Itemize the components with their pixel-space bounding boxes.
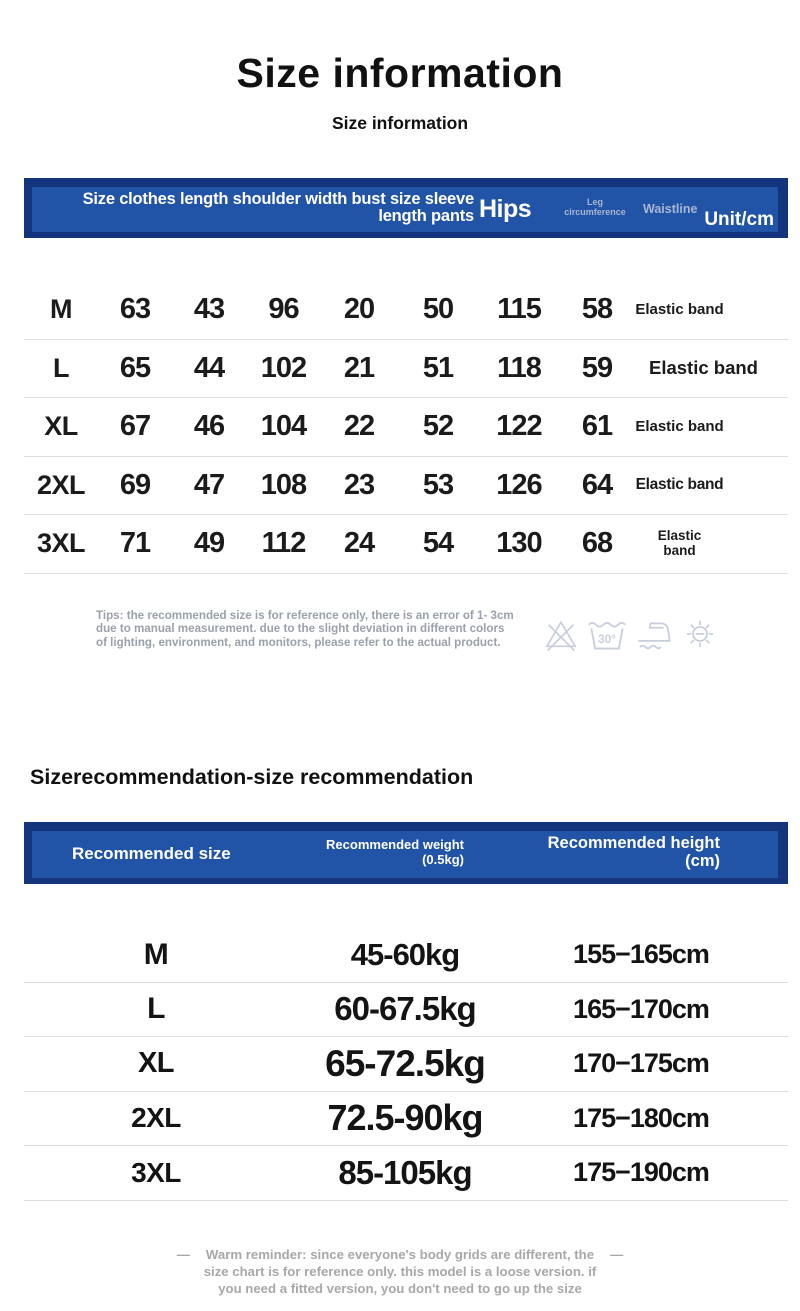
size-table-body bbox=[24, 281, 788, 574]
waistline-cell bbox=[635, 476, 788, 494]
clothes-length-cell: 63 bbox=[119, 293, 151, 326]
sleeve-length-cell: 21 bbox=[343, 351, 375, 384]
recommendation-section-title: Sizerecommendation-size recommendation bbox=[30, 765, 474, 789]
waistline-value: Elastic band bbox=[657, 528, 702, 558]
recommendation-row bbox=[24, 928, 788, 983]
bust-size-cell: 104 bbox=[260, 410, 307, 443]
size-table-header-columns bbox=[83, 191, 474, 224]
waistline-value: Elastic band bbox=[635, 418, 724, 436]
pants-length-cell: 50 bbox=[422, 293, 454, 326]
svg-text:30°: 30° bbox=[597, 632, 617, 647]
recommended-size-cell: 3XL bbox=[131, 1156, 181, 1188]
iron-icon bbox=[633, 610, 675, 656]
hips-cell: 122 bbox=[496, 410, 542, 443]
warm-reminder bbox=[0, 1246, 800, 1297]
waistline-cell bbox=[635, 418, 788, 435]
leg-line-2: circumference bbox=[564, 207, 626, 217]
recommended-size-cell: 2XL bbox=[131, 1102, 181, 1134]
recommendation-row bbox=[24, 983, 788, 1038]
tips-line-2: due to manual measurement. due to the slight deviation in different colors bbox=[96, 622, 505, 636]
clothes-length-cell: 65 bbox=[119, 351, 151, 384]
header-unit: Unit/cm bbox=[704, 209, 774, 230]
size-table-row bbox=[24, 281, 788, 340]
recommended-size-cell: XL bbox=[137, 1047, 175, 1080]
leg-line-1: Leg bbox=[586, 197, 603, 207]
recommended-height-cell: 170−175cm bbox=[573, 1048, 709, 1079]
waistline-value: Elastic band bbox=[635, 476, 724, 494]
leg-circumference-cell: 64 bbox=[581, 468, 613, 501]
header-leg-circumference bbox=[550, 197, 640, 217]
recommended-weight-cell: 45-60kg bbox=[350, 936, 460, 972]
leg-circumference-cell: 58 bbox=[581, 293, 613, 326]
pants-length-cell: 52 bbox=[422, 410, 454, 443]
header-line-1: Size clothes length shoulder width bust size sleeve bbox=[82, 190, 474, 208]
leg-circumference-cell: 59 bbox=[581, 351, 613, 384]
tips-line-1: Tips: the recommended size is for reference only, there is an error of 1- 3cm bbox=[96, 609, 514, 622]
recommended-weight-cell: 65-72.5kg bbox=[325, 1042, 485, 1084]
waistline-cell bbox=[635, 357, 788, 379]
tips-text bbox=[96, 609, 538, 649]
size-table-header-bar bbox=[24, 178, 788, 238]
waistline-value: Elastic band bbox=[635, 301, 724, 319]
size-cell: XL bbox=[44, 411, 78, 442]
sleeve-length-cell: 20 bbox=[343, 293, 375, 326]
header-line-2: length pants bbox=[378, 206, 474, 225]
pants-length-cell: 54 bbox=[422, 527, 454, 560]
sleeve-length-cell: 22 bbox=[343, 410, 375, 443]
sleeve-length-cell: 24 bbox=[343, 527, 375, 560]
recommendation-header-bar bbox=[24, 822, 788, 884]
clothes-length-cell: 69 bbox=[119, 468, 151, 501]
header-waistline: Waistline bbox=[643, 202, 698, 216]
care-icons bbox=[541, 610, 721, 656]
shoulder-width-cell: 46 bbox=[193, 410, 225, 443]
leg-circumference-cell: 61 bbox=[581, 410, 613, 443]
reminder-line-2: size chart is for reference only. this model is a loose version. if bbox=[203, 1264, 597, 1279]
reminder-left-dash: — bbox=[176, 1247, 190, 1262]
sleeve-length-cell: 23 bbox=[343, 468, 375, 501]
size-table-row bbox=[24, 515, 788, 574]
size-cell: M bbox=[50, 294, 72, 325]
wash-30-icon bbox=[585, 610, 629, 656]
reminder-right-dash: — bbox=[610, 1247, 624, 1262]
recommendation-row bbox=[24, 1037, 788, 1092]
recommended-height-cell: 175−180cm bbox=[573, 1102, 709, 1133]
waistline-cell bbox=[635, 301, 788, 318]
pants-length-cell: 53 bbox=[422, 468, 454, 501]
reminder-line-1: Warm reminder: since everyone's body grids are different, the bbox=[205, 1247, 595, 1262]
header-hips: Hips bbox=[479, 195, 532, 223]
size-table-row bbox=[24, 457, 788, 516]
bust-size-cell: 112 bbox=[261, 527, 306, 560]
recommendation-row bbox=[24, 1092, 788, 1147]
header-recommended-height bbox=[537, 835, 720, 870]
bust-size-cell: 102 bbox=[260, 351, 307, 384]
waistline-value: Elastic band bbox=[649, 357, 758, 379]
waistline-cell bbox=[635, 529, 788, 558]
do-not-bleach-icon bbox=[541, 610, 581, 656]
recommended-size-cell: L bbox=[147, 992, 165, 1026]
reminder-line-3: you need a fitted version, you don't need to go up the size bbox=[218, 1281, 582, 1296]
weight-header-line-1: Recommended weight bbox=[326, 837, 464, 852]
bust-size-cell: 108 bbox=[260, 468, 307, 501]
shoulder-width-cell: 44 bbox=[193, 351, 225, 384]
recommended-weight-cell: 72.5-90kg bbox=[327, 1097, 483, 1139]
clothes-length-cell: 71 bbox=[119, 527, 151, 560]
recommended-height-cell: 175−190cm bbox=[573, 1157, 709, 1188]
size-table-row bbox=[24, 340, 788, 399]
size-table-row bbox=[24, 398, 788, 457]
shoulder-width-cell: 43 bbox=[193, 293, 225, 326]
recommended-height-cell: 155−165cm bbox=[573, 939, 709, 970]
recommendation-table-body bbox=[24, 928, 788, 1201]
shoulder-width-cell: 49 bbox=[193, 527, 225, 560]
page-title: Size information bbox=[236, 50, 564, 96]
leg-circumference-cell: 68 bbox=[581, 527, 613, 560]
sun-dry-icon bbox=[679, 610, 721, 656]
size-cell: L bbox=[53, 352, 69, 383]
size-cell: 2XL bbox=[36, 469, 86, 500]
reminder-line-1-wrap bbox=[0, 1246, 800, 1263]
tips-line-3: of lighting, environment, and monitors, please refer to the actual product. bbox=[96, 635, 501, 649]
hips-cell: 126 bbox=[496, 468, 542, 501]
height-header-line-1: Recommended height bbox=[547, 834, 720, 852]
header-recommended-size: Recommended size bbox=[72, 844, 231, 863]
recommendation-row bbox=[24, 1146, 788, 1201]
pants-length-cell: 51 bbox=[422, 351, 454, 384]
recommended-size-cell: M bbox=[143, 937, 169, 971]
height-header-line-2: (cm) bbox=[685, 851, 720, 870]
weight-header-line-2: (0.5kg) bbox=[422, 851, 464, 867]
hips-cell: 130 bbox=[496, 527, 542, 560]
bust-size-cell: 96 bbox=[268, 293, 299, 326]
recommended-weight-cell: 85-105kg bbox=[338, 1153, 472, 1191]
recommended-weight-cell: 60-67.5kg bbox=[334, 990, 476, 1028]
size-cell: 3XL bbox=[36, 528, 86, 559]
page-subtitle: Size information bbox=[331, 113, 469, 133]
shoulder-width-cell: 47 bbox=[193, 468, 225, 501]
recommended-height-cell: 165−170cm bbox=[573, 993, 709, 1024]
clothes-length-cell: 67 bbox=[119, 410, 151, 443]
hips-cell: 115 bbox=[497, 293, 541, 326]
hips-cell: 118 bbox=[497, 351, 541, 384]
header-recommended-weight bbox=[320, 838, 464, 867]
